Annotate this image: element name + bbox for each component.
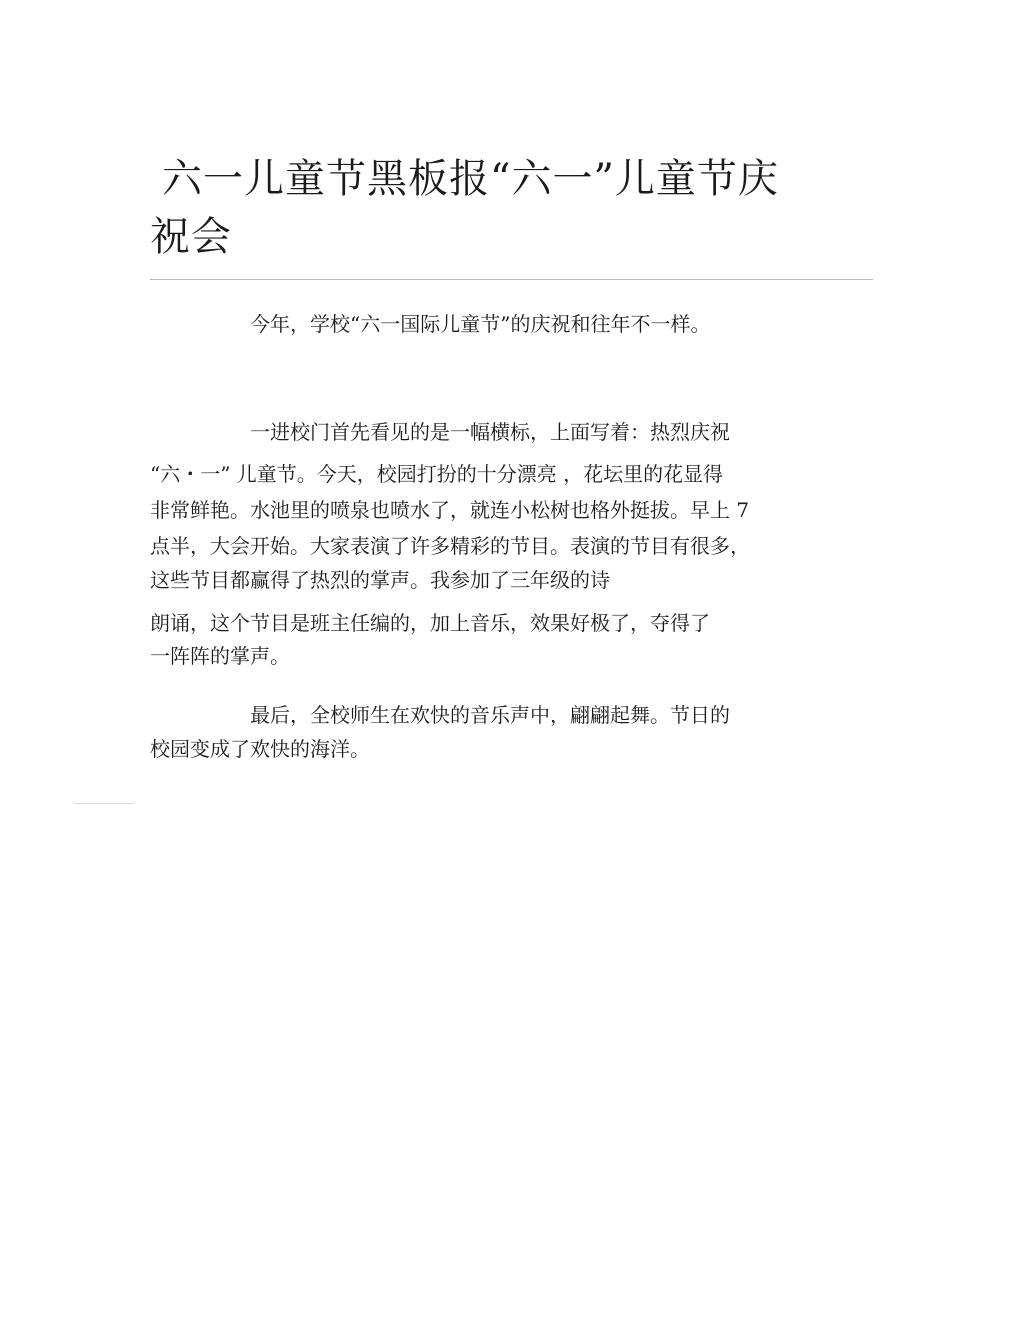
paragraph-line: 一阵阵的掌声。	[150, 644, 290, 668]
paragraph-line: 一进校门首先看见的是一幅横标，上面写着：热烈庆祝	[250, 420, 730, 444]
paragraph-line: “六・一” 儿童节。今天，校园打扮的十分漂亮 ，花坛里的花显得	[150, 462, 724, 486]
paragraph-line: 非常鲜艳。水池里的喷泉也喷水了，就连小松树也格外挺拔。早上 7	[150, 498, 750, 522]
title-line-1: 六一儿童节黑板报“六一”儿童节庆	[162, 156, 779, 202]
paragraph-intro: 今年，学校“六一国际儿童节”的庆祝和往年不一样。	[250, 312, 711, 336]
paragraph-line: 点半，大会开始。大家表演了许多精彩的节目。表演的节目有很多，	[150, 534, 750, 558]
paragraph-line: 朗诵，这个节目是班主任编的，加上音乐，效果好极了，夺得了	[150, 611, 710, 635]
paragraph-line: 这些节目都赢得了热烈的掌声。我参加了三年级的诗	[150, 568, 610, 592]
title-divider	[150, 279, 873, 280]
footer-mark	[74, 803, 134, 804]
paragraph-line: 校园变成了欢快的海洋。	[150, 737, 370, 761]
title-line-2: 祝会	[150, 214, 232, 260]
paragraph-line: 最后，全校师生在欢快的音乐声中，翩翩起舞。节日的	[250, 703, 730, 727]
page-title	[150, 150, 850, 266]
